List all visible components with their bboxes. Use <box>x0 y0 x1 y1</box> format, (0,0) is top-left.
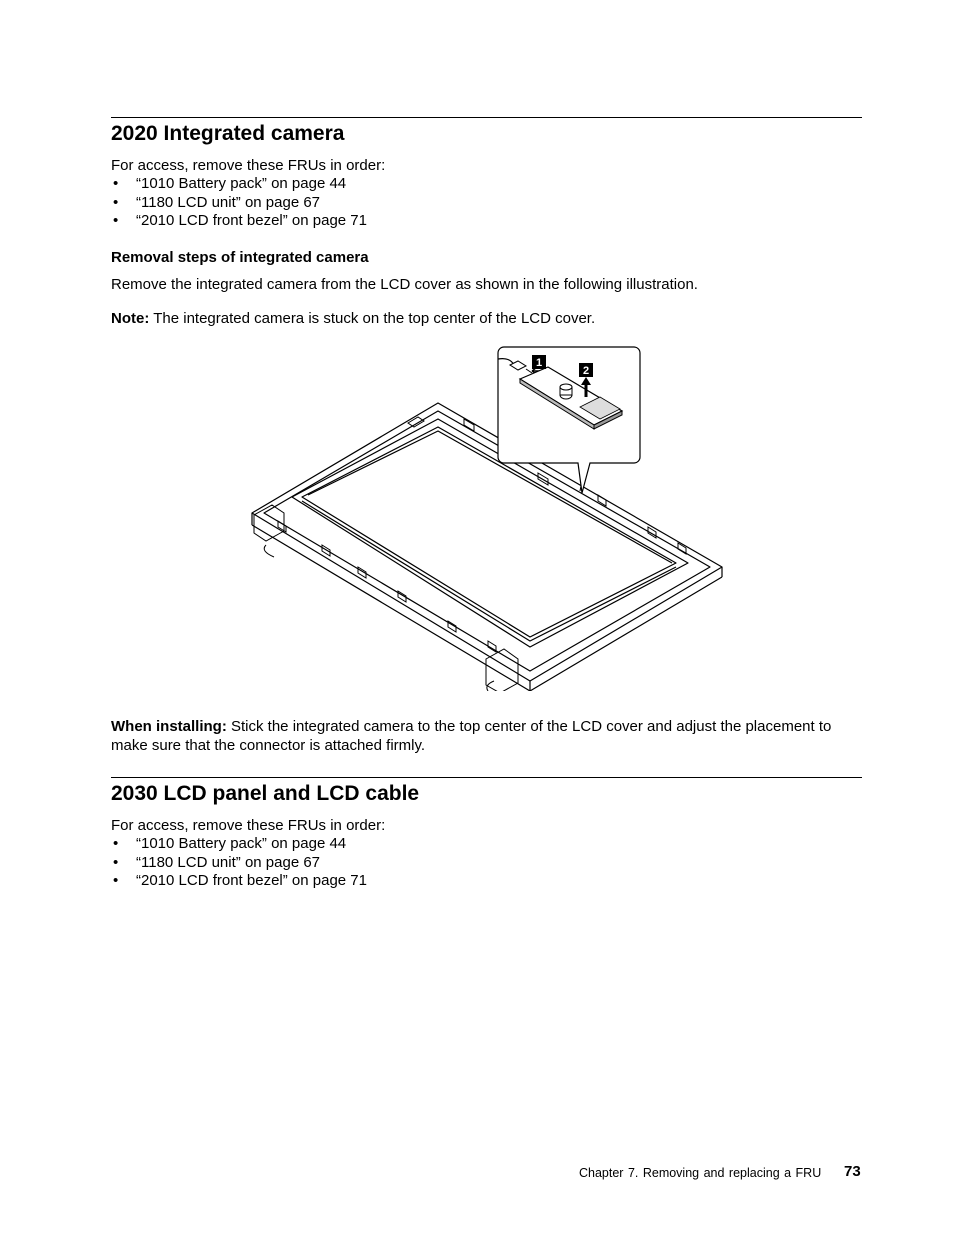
page-number: 73 <box>844 1163 861 1180</box>
fru-item[interactable]: • “1010 Battery pack” on page 44 <box>111 175 367 194</box>
section-rule-second <box>111 777 862 778</box>
installing-text: Stick the integrated camera to the top center of the LCD cover and adjust the placement to make sure that the connector is attached firmly. <box>111 718 832 754</box>
section-rule-top <box>111 117 862 118</box>
lcd-cover-illustration <box>248 345 726 691</box>
fru-list <box>111 175 367 231</box>
section-title-integrated-camera: 2020 Integrated camera <box>111 122 345 145</box>
access-intro: For access, remove these FRUs in order: <box>111 157 386 174</box>
removal-steps-heading: Removal steps of integrated camera <box>111 249 369 266</box>
installing-note <box>111 717 863 755</box>
fru-list-2 <box>111 835 367 891</box>
fru-item[interactable]: • “1010 Battery pack” on page 44 <box>111 835 367 854</box>
callout-2-label: 2 <box>582 365 590 377</box>
access-intro-2: For access, remove these FRUs in order: <box>111 817 386 834</box>
fru-item[interactable]: • “1180 LCD unit” on page 67 <box>111 854 367 873</box>
fru-item[interactable]: • “1180 LCD unit” on page 67 <box>111 194 367 213</box>
camera-detail-box <box>498 347 640 493</box>
note-label: Note: <box>111 310 150 327</box>
section-title-lcd-panel: 2030 LCD panel and LCD cable <box>111 782 420 805</box>
fru-item[interactable]: • “2010 LCD front bezel” on page 71 <box>111 212 367 231</box>
note <box>111 309 863 328</box>
removal-paragraph: Remove the integrated camera from the LCD cover as shown in the following illustration. <box>111 276 698 293</box>
footer-chapter: Chapter 7. Removing and replacing a FRU <box>579 1166 822 1180</box>
callout-1-label: 1 <box>535 357 543 369</box>
fru-item[interactable]: • “2010 LCD front bezel” on page 71 <box>111 872 367 891</box>
installing-label: When installing: <box>111 718 227 735</box>
note-text: The integrated camera is stuck on the top center of the LCD cover. <box>153 310 596 327</box>
